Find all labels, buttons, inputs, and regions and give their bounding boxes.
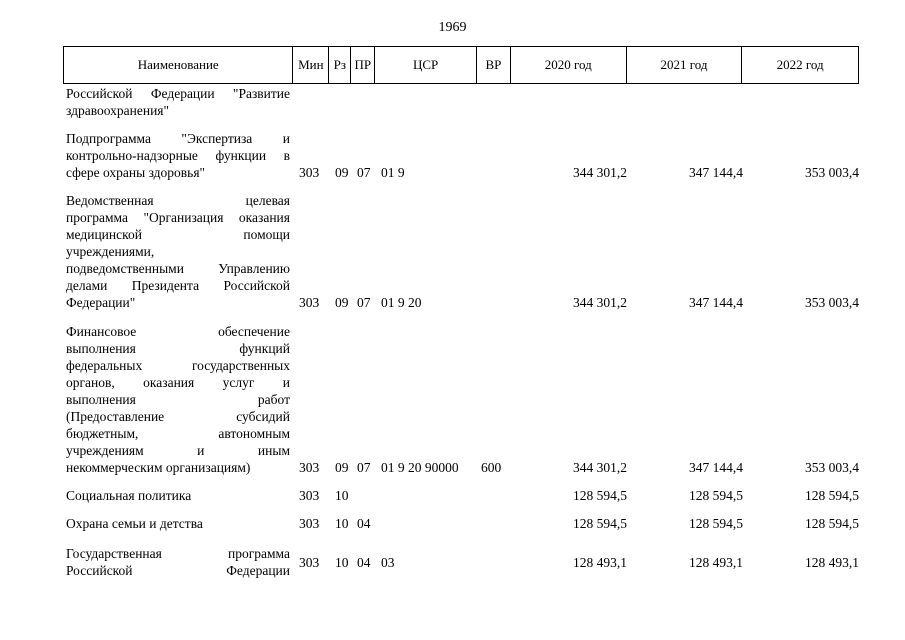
cell-pr: 04 [357,554,371,570]
name-line: Финансовое обеспечение [66,324,290,339]
cell-pr: 07 [357,165,371,180]
cell-2021: 347 144,4 [689,295,743,310]
cell-2021: 347 144,4 [689,460,743,475]
cell-2021: 347 144,4 [689,165,743,180]
header-2020: 2020 год [511,47,627,83]
cell-2020: 344 301,2 [573,165,627,180]
name-line: органов, оказания услуг и [66,375,290,390]
cell-pr: 04 [357,516,371,531]
name-line: выполнения функций [66,341,290,356]
name-line: учреждениям и иным [66,443,290,458]
cell-2020: 344 301,2 [573,295,627,310]
page-number: 1969 [438,20,467,35]
row-name [63,192,293,311]
header-csr: ЦСР [375,47,477,83]
cell-rz: 10 [335,516,349,531]
name-line: Социальная политика [66,488,192,503]
table-row [63,130,859,181]
header-min: Мин [293,47,329,83]
table-row [63,85,859,119]
row-name [63,323,293,476]
cell-rz: 10 [335,488,349,503]
name-line: бюджетным, автономным [66,426,290,441]
cell-csr: 03 [381,554,395,570]
name-line: Федерации" [66,295,136,310]
row-name [63,130,293,181]
header-name: Наименование [64,47,293,83]
table-row [63,323,859,476]
name-line: выполнения работ [66,392,290,407]
cell-csr: 01 9 20 [381,295,422,310]
name-line: Подпрограмма "Экспертиза и [66,131,290,146]
cell-rz: 09 [335,165,349,180]
name-line: подведомственными Управлению [66,261,290,276]
name-line: Охрана семьи и детства [66,516,203,531]
cell-rz: 10 [335,554,349,570]
cell-2021: 128 493,1 [689,554,743,570]
name-line: федеральных государственных [66,358,290,373]
row-name [63,487,293,504]
cell-2020: 128 493,1 [573,554,627,570]
cell-pr: 07 [357,460,371,475]
cell-min: 303 [299,554,320,570]
cell-2022: 353 003,4 [805,165,859,180]
header-2021: 2021 год [627,47,743,83]
cell-min: 303 [299,460,320,475]
cell-2020: 344 301,2 [573,460,627,475]
cell-2022: 128 493,1 [805,554,859,570]
cell-2022: 353 003,4 [805,295,859,310]
cell-2021: 128 594,5 [689,488,743,503]
cell-min: 303 [299,488,320,503]
name-line: Российской Федерации "Развитие [66,86,290,101]
cell-2022: 353 003,4 [805,460,859,475]
table-row [63,515,859,532]
row-name [63,85,293,119]
name-line: Государственная программа [66,546,290,561]
table-header [63,46,859,84]
name-line: Российской Федерации [66,563,290,578]
cell-min: 303 [299,295,320,310]
name-line: некоммерческим организациям) [66,460,251,475]
cell-min: 303 [299,165,320,180]
cell-rz: 09 [335,460,349,475]
header-rz: Рз [329,47,351,83]
name-line: (Предоставление субсидий [66,409,290,424]
name-line: медицинской помощи [66,227,290,242]
name-line: программа "Организация оказания [66,210,290,225]
table-row [63,192,859,311]
cell-2020: 128 594,5 [573,488,627,503]
header-vr: ВР [477,47,511,83]
cell-2022: 128 594,5 [805,488,859,503]
table-row [63,487,859,504]
name-line: делами Президента Российской [66,278,290,293]
cell-csr: 01 9 [381,165,405,180]
cell-vr: 600 [481,460,502,475]
header-2022: 2022 год [776,57,824,72]
name-line: здравоохранения" [66,103,170,118]
row-name [63,545,293,579]
cell-rz: 09 [335,295,349,310]
table-row [63,545,859,579]
cell-pr: 07 [357,295,371,310]
name-line: контрольно-надзорные функции в [66,148,290,163]
name-line: учреждениями, [66,244,155,259]
header-pr: ПР [351,47,375,83]
cell-2021: 128 594,5 [689,516,743,531]
name-line: сфере охраны здоровья" [66,165,206,180]
cell-csr: 01 9 20 90000 [381,460,459,475]
cell-2020: 128 594,5 [573,516,627,531]
cell-min: 303 [299,516,320,531]
row-name [63,515,293,532]
cell-2022: 128 594,5 [805,516,859,531]
name-line: Ведомственная целевая [66,193,290,208]
